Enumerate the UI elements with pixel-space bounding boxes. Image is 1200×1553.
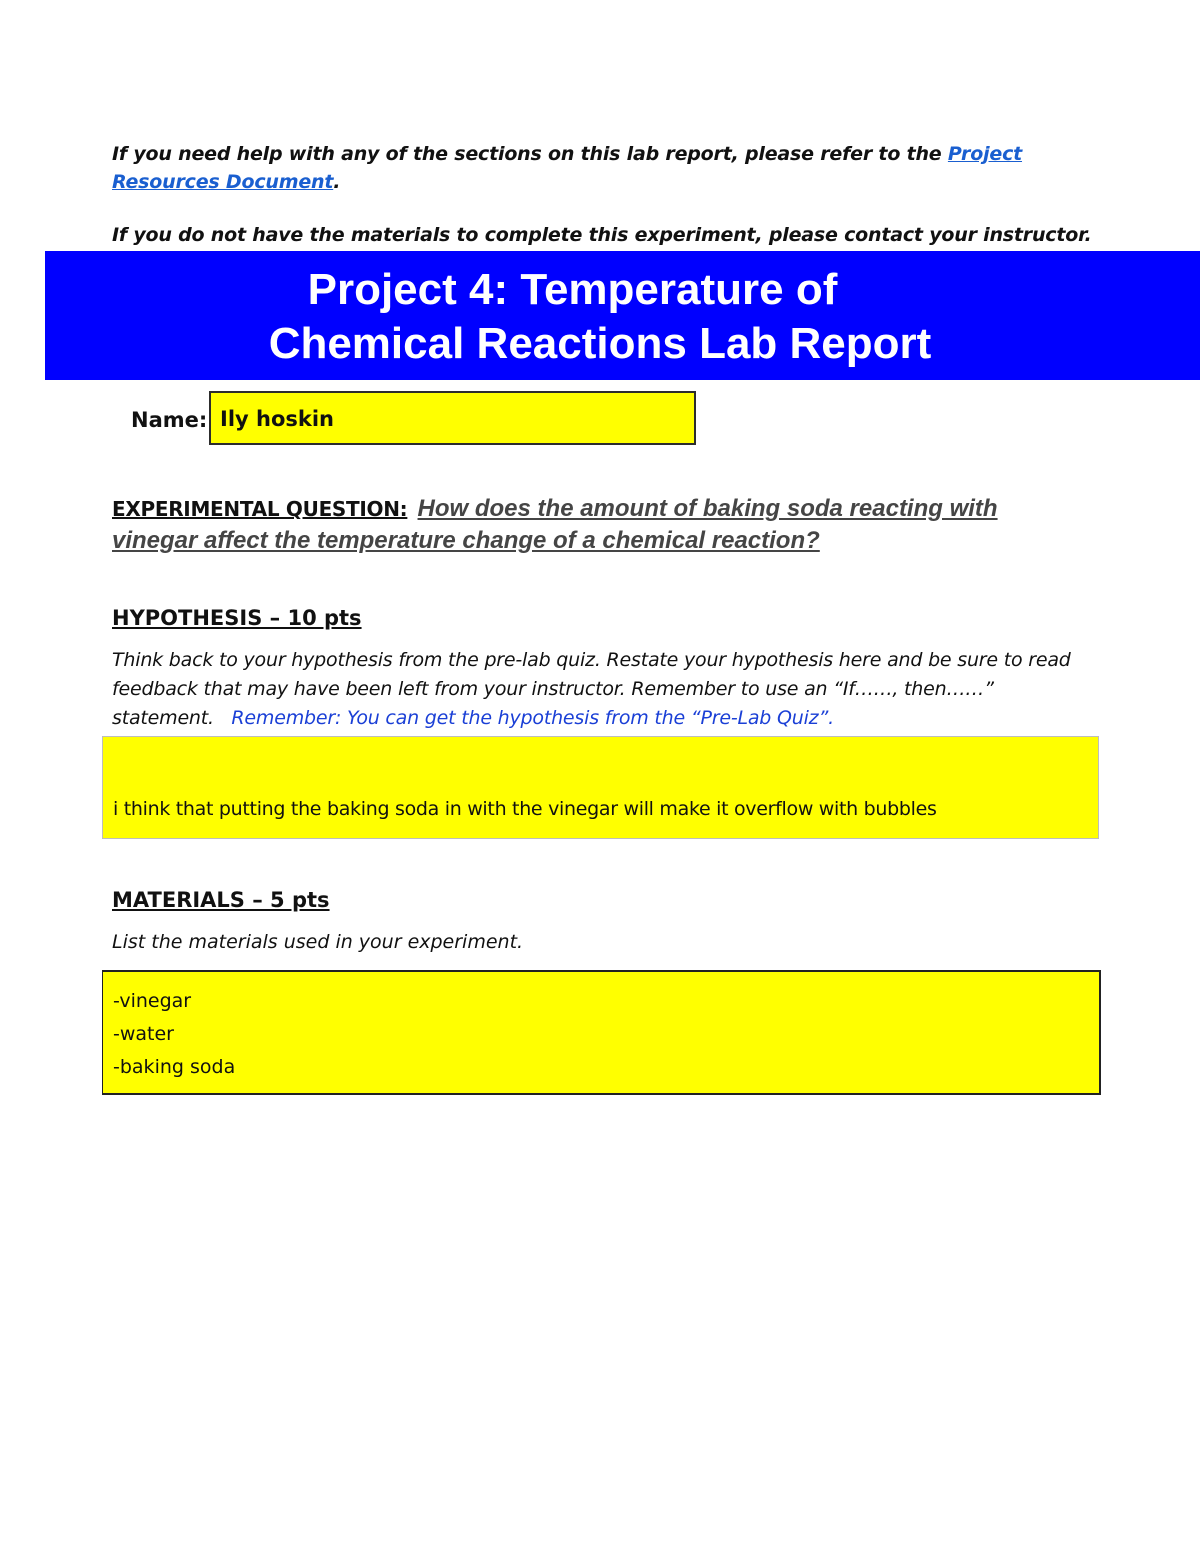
materials-prompt: List the materials used in your experiment. <box>112 931 524 953</box>
name-label: Name: <box>131 408 208 432</box>
materials-answer-box[interactable] <box>102 970 1101 1095</box>
experimental-question <box>112 494 1072 558</box>
materials-list <box>113 985 1099 1084</box>
hypothesis-instructions <box>112 646 1092 733</box>
help-notice-period: . <box>333 171 341 193</box>
materials-heading: MATERIALS – 5 pts <box>112 888 330 912</box>
hypothesis-answer-box[interactable]: i think that putting the baking soda in with the vinegar will make it overflow with bubbles <box>102 736 1099 839</box>
project-resources-link[interactable]: Project Resources Document <box>112 143 1023 193</box>
hypothesis-heading: HYPOTHESIS – 10 pts <box>112 606 362 630</box>
help-notice <box>112 140 1072 196</box>
experimental-question-label: EXPERIMENTAL QUESTION: <box>112 497 408 521</box>
materials-list-item: -baking soda <box>113 1056 236 1078</box>
help-notice-text: If you need help with any of the sections on this lab report, please refer to the <box>112 143 948 165</box>
hypothesis-reminder: Remember: You can get the hypothesis from the “Pre-Lab Quiz”. <box>231 707 834 729</box>
title-line-2: Chemical Reactions Lab Report <box>268 319 932 368</box>
materials-list-item: -vinegar <box>113 990 192 1012</box>
title-line-1: Project 4: Temperature of <box>307 265 838 314</box>
materials-notice: If you do not have the materials to complete this experiment, please contact your instructor. <box>112 224 1092 246</box>
hypothesis-instructions-text: Think back to your hypothesis from the pre-lab quiz. Restate your hypothesis here and be sure to read feedback that may have been left from your instructor. Remember to use an “If……, then……” statement. <box>112 649 1071 729</box>
title-banner <box>45 251 1200 380</box>
experimental-question-text: How does the amount of baking soda reacting with vinegar affect the temperature change of a chemical reaction? <box>112 495 998 554</box>
materials-list-item: -water <box>113 1023 174 1045</box>
name-field[interactable]: Ily hoskin <box>209 391 696 445</box>
